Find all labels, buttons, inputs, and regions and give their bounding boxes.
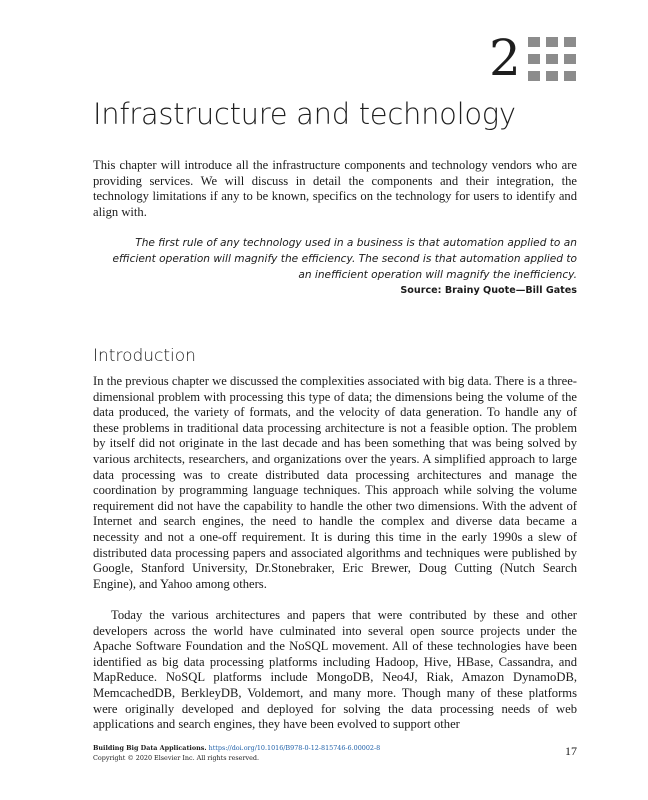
page-footer <box>93 743 493 763</box>
ornament-square <box>564 54 576 64</box>
footer-citation <box>93 743 493 753</box>
ornament-square <box>528 54 540 64</box>
ornament-square <box>546 71 558 81</box>
ornament-square <box>564 71 576 81</box>
page-number: 17 <box>565 744 577 758</box>
footer-book-title: Building Big Data Applications. <box>93 744 207 752</box>
footer-copyright: Copyright © 2020 Elsevier Inc. All rights reserved. <box>93 754 260 762</box>
body-paragraph: Today the various architectures and papers that were contributed by these and other developers across the world have culminated into several open source projects under the Apache Software Foundation and the NoSQL movement. All of these technologies have been identified as big data processing platforms including Hadoop, Hive, HBase, Cassandra, and MapReduce. NoSQL platforms include MongoDB, Neo4J, Riak, Amazon DynamoDB, MemcachedDB, BerkleyDB, Voldemort, and many more. Though many of these platforms were originally developed and deployed for solving the data processing needs of web applications and search engines, they have been evolved to support other <box>93 608 577 732</box>
body-paragraph: In the previous chapter we discussed the complexities associated with big data. There is a three-dimensional problem with processing this type of data; the dimensions being the volume of the data produced, the variety of formats, and the velocity of data generation. To handle any of these problems in traditional data processing architecture is not a feasible option. The problem by itself did not originate in the last decade and has been something that was being solved by various architects, researchers, and organizations over the years. A simplified approach to large data processing was to create distributed data processing architectures and manage the coordination by programming language techniques. This approach while solving the volume requirement did not have the capability to handle the other two dimensions. With the advent of Internet and search engines, the need to handle the complex and diverse data became a necessity and not a one-off requirement. It is during this time in the early 1990s a slew of distributed data processing papers and associated algorithms and techniques were published by Google, Stanford University, Dr.Stonebraker, Eric Brewer, Doug Cutting (Nutch Search Engine), and Yahoo among others. <box>93 374 577 591</box>
footer-doi-link[interactable]: https://doi.org/10.1016/B978-0-12-815746-6.00002-8 <box>208 744 381 752</box>
section-heading: Introduction <box>93 346 196 366</box>
chapter-intro-paragraph: This chapter will introduce all the infrastructure components and technology vendors who are providing services. We will discuss in detail the components and their integration, the technology limitations if any to be known, specifics on the technology for users to identify and align with. <box>93 158 577 219</box>
chapter-title: Infrastructure and technology <box>93 97 516 131</box>
chapter-number: 2 <box>489 29 520 87</box>
epigraph-source: Source: Brainy Quote—Bill Gates <box>400 285 577 296</box>
ornament-square <box>546 54 558 64</box>
epigraph-quote: The first rule of any technology used in a business is that automation applied to an efficient operation will magnify the efficiency. The second is that automation applied to an inefficient operation will magnify the inefficiency. <box>112 237 577 281</box>
ornament-square <box>546 37 558 47</box>
ornament-square <box>528 37 540 47</box>
ornament-square <box>564 37 576 47</box>
chapter-grid-ornament <box>528 37 576 81</box>
ornament-square <box>528 71 540 81</box>
